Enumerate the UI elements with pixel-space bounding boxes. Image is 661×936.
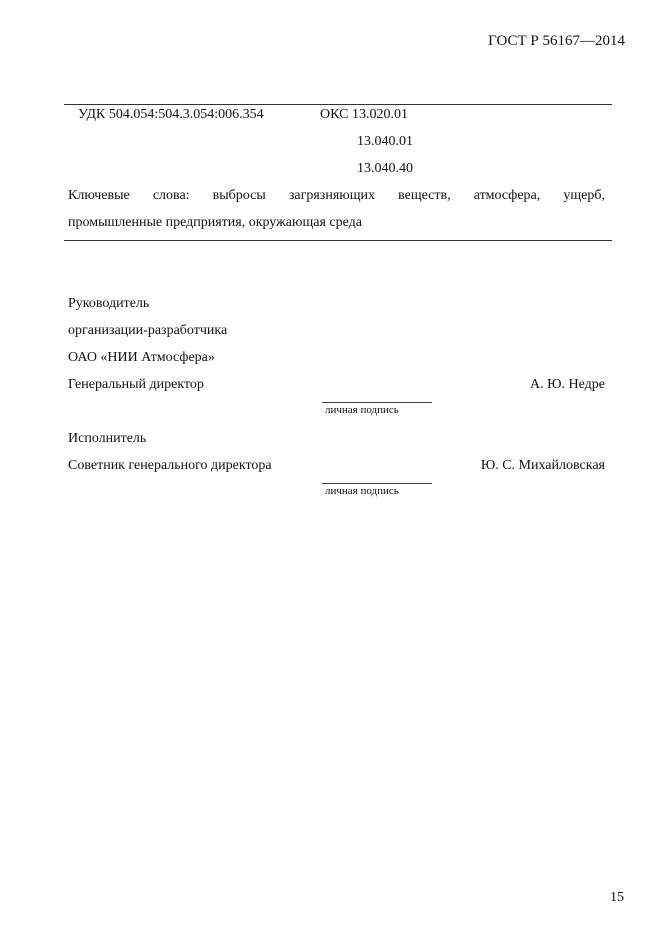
oks-code-secondary: 13.040.01 <box>357 134 413 149</box>
director-signature-caption: личная подпись <box>325 404 399 416</box>
director-name: А. Ю. Недре <box>530 377 605 392</box>
advisor-name: Ю. С. Михайловская <box>480 458 605 473</box>
developer-head-label: Руководитель <box>68 296 150 311</box>
director-title: Генеральный директор <box>68 377 204 392</box>
oks-code-tertiary: 13.040.40 <box>357 161 413 176</box>
standard-code: ГОСТ Р 56167—2014 <box>488 33 625 49</box>
keywords-line-2: промышленные предприятия, окружающая среда <box>68 215 362 230</box>
udk-code: УДК 504.054:504.3.054:006.354 <box>78 107 264 122</box>
advisor-signature-line <box>322 483 432 484</box>
executor-label: Исполнитель <box>68 431 147 446</box>
developer-organization-label: организации-разработчика <box>68 323 228 338</box>
advisor-title: Советник генерального директора <box>68 458 272 473</box>
developer-organization-name: ОАО «НИИ Атмосфера» <box>68 350 215 365</box>
top-divider <box>64 104 612 105</box>
bottom-divider <box>64 240 612 241</box>
director-signature-line <box>322 402 432 403</box>
advisor-signature-caption: личная подпись <box>325 485 399 497</box>
page-number: 15 <box>610 890 624 905</box>
keywords-line-1: Ключевые слова: выбросы загрязняющих веществ, атмосфера, ущерб, <box>68 188 605 203</box>
oks-code: ОКС 13.020.01 <box>320 107 408 122</box>
